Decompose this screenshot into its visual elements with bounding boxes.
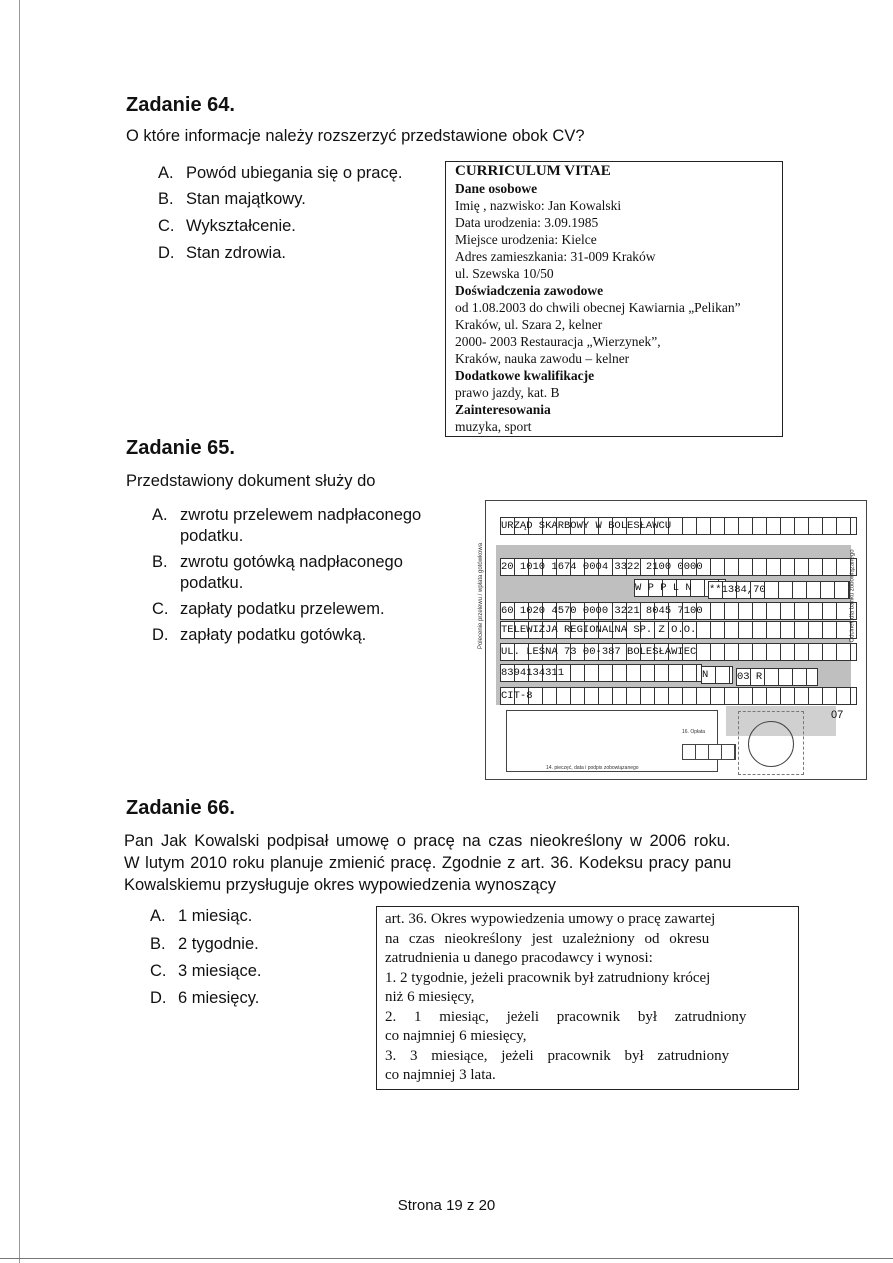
form-code: 07	[831, 709, 844, 721]
signature-label: 14. pieczęć, data i podpis zobowiązanego	[546, 765, 639, 771]
cv-heading-experience: Doświadczenia zawodowe	[455, 283, 604, 298]
cv-line: prawo jazdy, kat. B	[455, 385, 560, 400]
form-field-id-type: N	[701, 666, 733, 684]
z65-option-d: D. zapłaty podatku gotówką.	[152, 626, 367, 644]
cv-line: Adres zamieszkania: 31-009 Kraków	[455, 249, 656, 264]
z66-para-line-2: W lutym 2010 roku planuje zmienić pracę. Zgodnie z art. 36. Kodeksu pracy panu	[124, 854, 732, 872]
article-line: na czas nieokreślony jest uzależniony od okresu	[385, 930, 710, 947]
form-field-payer-address: UL. LEŚNA 73 00-387 BOLESŁAWIEC	[500, 643, 857, 661]
form-field-recipient-office: URZĄD SKARBOWY W BOLESŁAWCU	[500, 517, 857, 535]
cv-line: Imię , nazwisko: Jan Kowalski	[455, 198, 622, 213]
form-left-vertical-label: Polecenie przelewu / wpłata gotówkowa	[478, 542, 485, 650]
article-line: co najmniej 3 lata.	[385, 1067, 496, 1083]
form-right-vertical-label: Odcinek dla banku zobowiązanego	[849, 549, 856, 643]
cv-box	[445, 161, 783, 437]
article-line: zatrudnienia u danego pracodawcy i wynosi:	[385, 950, 653, 966]
z66-option-d: D. 6 miesięcy.	[150, 989, 260, 1007]
article-line: art. 36. Okres wypowiedzenia umowy o pracę zawartej	[385, 911, 716, 927]
z66-option-b: B. 2 tygodnie.	[150, 935, 259, 953]
fee-label: 16. Opłata	[682, 729, 706, 735]
cv-line: od 1.08.2003 do chwili obecnej Kawiarnia „Pelikan”	[455, 300, 741, 315]
form-field-payer-account: 60 1020 4570 0000 3221 8045 7100	[500, 602, 857, 620]
form-field-form-symbol: CIT-8	[500, 687, 857, 705]
z66-title: Zadanie 66.	[126, 797, 235, 819]
z64-question: O które informacje należy rozszerzyć przedstawione obok CV?	[126, 127, 585, 145]
article-line: niż 6 miesięcy,	[385, 989, 475, 1005]
cv-line: Data urodzenia: 3.09.1985	[455, 215, 599, 230]
stamp-box	[738, 711, 804, 775]
z65-option-a: A. zwrotu przelewem nadpłaconego podatku.	[152, 506, 422, 545]
z66-option-a: A. 1 miesiąc.	[150, 907, 253, 925]
form-field-currency: W P P L N	[634, 579, 726, 597]
form-field-period: 03 R	[736, 668, 818, 686]
cv-heading-interests: Zainteresowania	[455, 402, 551, 417]
z64-title: Zadanie 64.	[126, 94, 235, 116]
cv-line: muzyka, sport	[455, 419, 532, 434]
article-line: 3. 3 miesiące, jeżeli pracownik był zatrudniony	[385, 1047, 730, 1064]
z66-para-line-3: Kowalskiemu przysługuje okres wypowiedzenia wynoszący	[124, 876, 556, 894]
article-line: co najmniej 6 miesięcy,	[385, 1028, 527, 1044]
payment-form	[478, 500, 867, 780]
form-field-amount: **1384,70	[708, 581, 850, 599]
z64-option-c: C. Wykształcenie.	[158, 217, 296, 235]
cv-line: Kraków, nauka zawodu – kelner	[455, 351, 630, 366]
left-margin-line	[19, 0, 20, 1263]
z65-title: Zadanie 65.	[126, 437, 235, 459]
cv-title: CURRICULUM VITAE	[455, 163, 611, 179]
form-field-recipient-account: 20 1010 1674 0004 3322 2100 0000	[500, 558, 857, 576]
cv-heading-qualifications: Dodatkowe kwalifikacje	[455, 368, 595, 383]
z65-question: Przedstawiony dokument służy do	[126, 472, 376, 490]
z64-option-a: A. Powód ubiegania się o pracę.	[158, 164, 403, 182]
article-line: 1. 2 tygodnie, jeżeli pracownik był zatrudniony krócej	[385, 969, 711, 986]
z65-option-c: C. zapłaty podatku przelewem.	[152, 600, 385, 618]
bottom-edge-line	[0, 1258, 893, 1259]
z66-para-line-1: Pan Jak Kowalski podpisał umowę o pracę na czas nieokreślony w 2006 roku.	[124, 832, 731, 850]
form-field-payer-name: TELEWIZJA REGIONALNA SP. Z O.O.	[500, 621, 857, 639]
z66-option-c: C. 3 miesiące.	[150, 962, 262, 980]
signature-box	[506, 710, 718, 772]
z64-option-d: D. Stan zdrowia.	[158, 244, 286, 262]
article-36-box	[376, 906, 799, 1090]
cv-heading-personal: Dane osobowe	[455, 181, 538, 196]
cv-line: Miejsce urodzenia: Kielce	[455, 232, 597, 247]
article-line: 2. 1 miesiąc, jeżeli pracownik był zatrudniony	[385, 1008, 747, 1025]
page-footer: Strona 19 z 20	[397, 1197, 496, 1214]
z64-option-b: B. Stan majątkowy.	[158, 190, 306, 208]
cv-line: ul. Szewska 10/50	[455, 266, 554, 281]
cv-line: Kraków, ul. Szara 2, kelner	[455, 317, 603, 332]
cv-line: 2000- 2003 Restauracja „Wierzynek”,	[455, 334, 661, 349]
form-field-payer-id: 8394134311	[500, 664, 702, 682]
fee-boxes	[682, 744, 736, 760]
z65-option-b: B. zwrotu gotówką nadpłaconego podatku.	[152, 553, 403, 592]
